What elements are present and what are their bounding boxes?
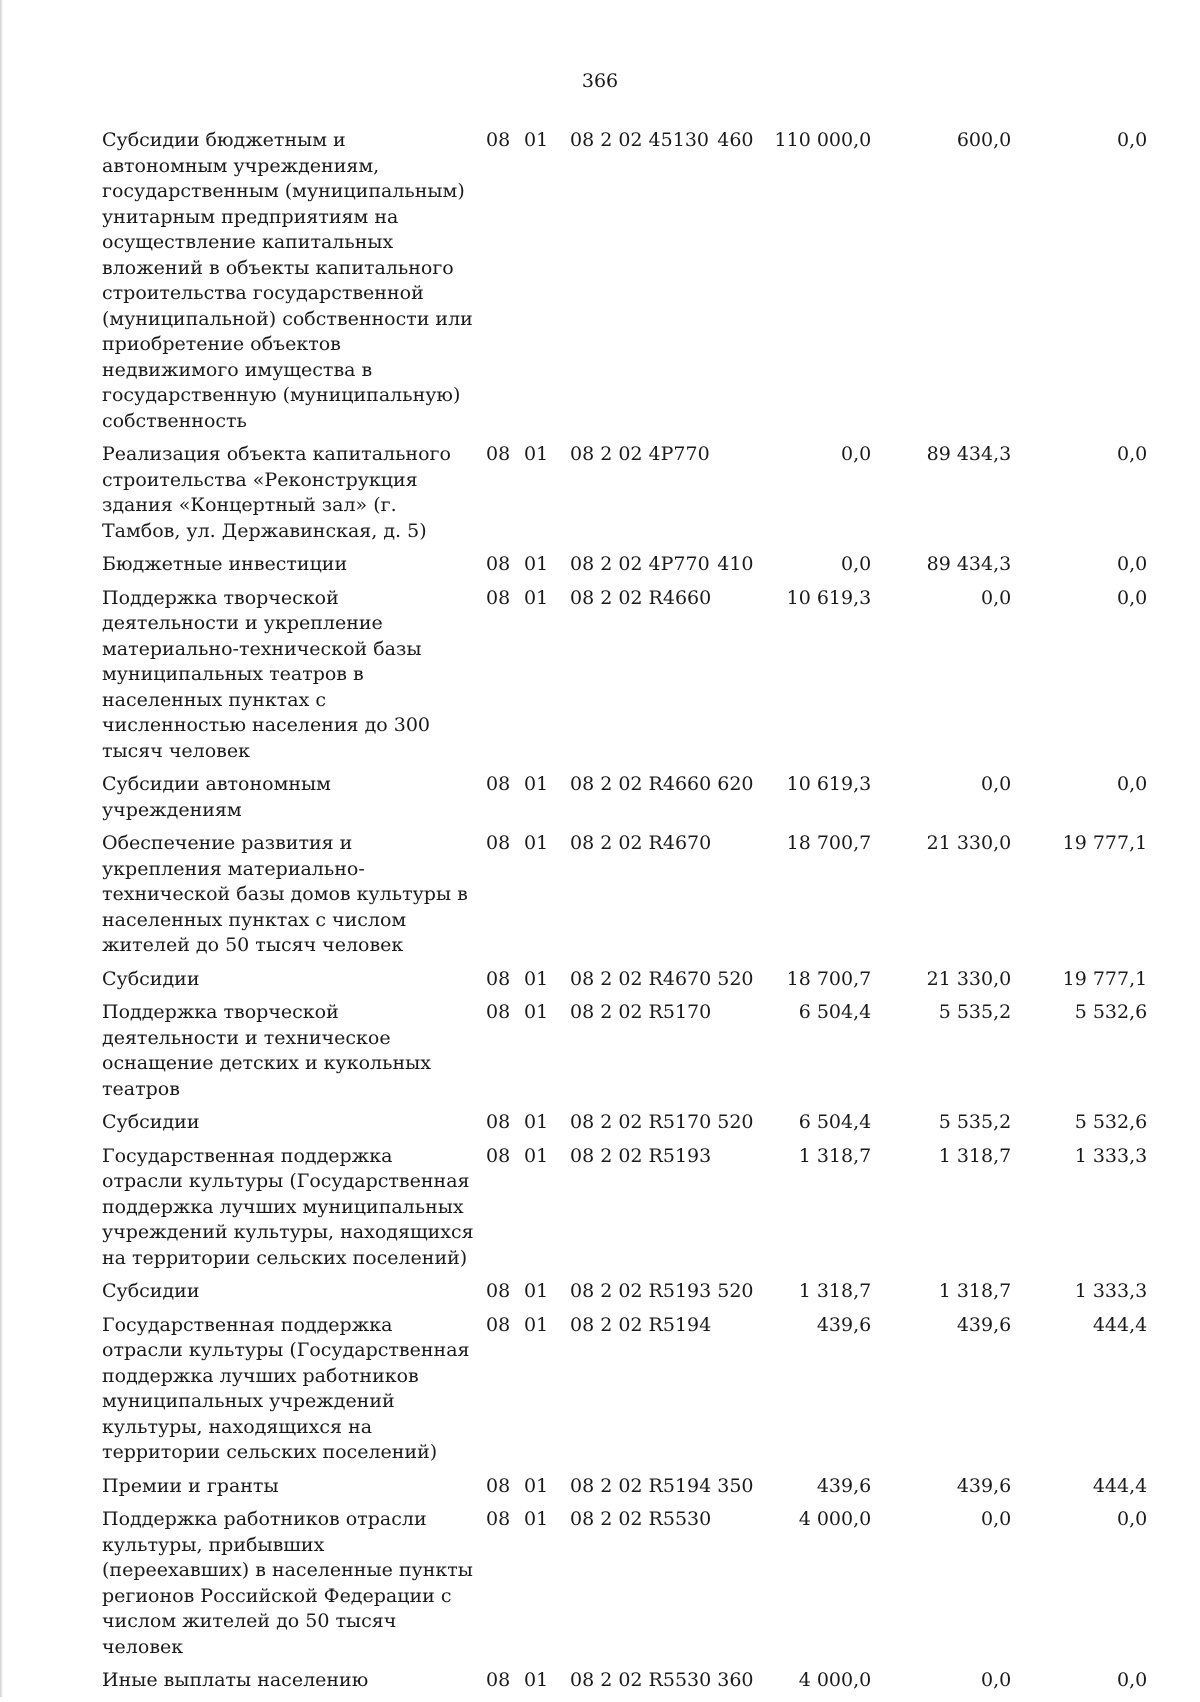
target-article-code: 08 2 02 R5530 <box>570 1669 712 1691</box>
target-article-code: 08 2 02 R5194 <box>570 1474 712 1497</box>
amount-year-1: 0,0 <box>841 443 872 465</box>
expense-type-code: 520 <box>717 1111 754 1133</box>
amount-year-3: 5 532,6 <box>1074 1111 1148 1133</box>
section-code: 08 <box>486 1111 511 1133</box>
target-article-code: 08 2 02 R4660 <box>570 586 712 609</box>
expense-type-code: 620 <box>717 773 754 795</box>
target-article-code: 08 2 02 R5193 <box>570 1144 712 1167</box>
row-name: Государственная поддержка отрасли культуры (Государственная поддержка лучших муниципальных учреждений культуры, находящихся на территории сельских поселений) <box>102 1144 474 1269</box>
subsection-code: 01 <box>524 586 549 609</box>
amount-year-1: 1 318,7 <box>798 1144 872 1167</box>
amount-year-3: 0,0 <box>1117 443 1148 465</box>
target-article-code: 08 2 02 4Р770 <box>570 443 710 465</box>
section-code: 08 <box>486 443 511 465</box>
section-code: 08 <box>486 832 511 854</box>
amount-year-3: 444,4 <box>1092 1474 1148 1497</box>
expense-type-code <box>711 1144 771 1280</box>
table-row <box>102 442 1147 552</box>
section-code: 08 <box>486 1001 511 1023</box>
amount-year-1: 6 504,4 <box>798 1111 872 1133</box>
target-article-code: 08 2 02 R5193 <box>570 1280 712 1302</box>
amount-year-3: 444,4 <box>1092 1313 1148 1336</box>
table-row <box>102 831 1147 967</box>
section-code: 08 <box>486 1144 511 1167</box>
section-code: 08 <box>486 1669 511 1691</box>
amount-year-2: 0,0 <box>981 1508 1012 1530</box>
page-number: 366 <box>581 70 619 92</box>
target-article-code: 08 2 02 R4670 <box>570 832 712 854</box>
amount-year-3: 0,0 <box>1117 1669 1148 1691</box>
row-name: Субсидии <box>102 967 200 990</box>
row-name: Поддержка творческой деятельности и техническое оснащение детских и кукольных театров <box>102 1001 431 1100</box>
amount-year-2: 1 318,7 <box>938 1144 1012 1167</box>
target-article-code: 08 2 02 R5194 <box>570 1313 712 1336</box>
amount-year-1: 110 000,0 <box>774 129 872 151</box>
expense-type-code <box>711 1507 771 1668</box>
row-name: Премии и гранты <box>102 1474 279 1497</box>
row-name: Субсидии <box>102 1280 200 1302</box>
amount-year-1: 6 504,4 <box>798 1001 872 1023</box>
table-body <box>102 128 1147 1702</box>
table-row <box>102 1110 1147 1144</box>
amount-year-2: 21 330,0 <box>926 967 1012 990</box>
table-row <box>102 552 1147 586</box>
subsection-code: 01 <box>524 129 549 151</box>
table-row <box>102 1279 1147 1313</box>
expense-type-code: 460 <box>717 129 754 151</box>
subsection-code: 01 <box>524 1001 549 1023</box>
section-code: 08 <box>486 586 511 609</box>
amount-year-1: 4 000,0 <box>798 1669 872 1691</box>
row-name: Субсидии бюджетным и автономным учреждениям, государственным (муниципальным) унитарным предприятиям на осуществление капитальных вложений в объекты капитального строительства государственной (муниципальной) собственности или приобретение объектов недвижимого имущества в государственную (муниципальную) собственность <box>102 129 473 432</box>
target-article-code: 08 2 02 R4660 <box>570 773 712 795</box>
subsection-code: 01 <box>524 1474 549 1497</box>
expense-type-code: 350 <box>717 1474 754 1497</box>
row-name: Государственная поддержка отрасли культуры (Государственная поддержка лучших работников муниципальных учреждений культуры, находящихся на территории сельских поселений) <box>102 1313 470 1463</box>
amount-year-1: 439,6 <box>816 1474 872 1497</box>
amount-year-1: 10 619,3 <box>786 773 872 795</box>
amount-year-2: 0,0 <box>981 773 1012 795</box>
amount-year-3: 0,0 <box>1117 586 1148 609</box>
expense-type-code: 520 <box>717 967 754 990</box>
section-code: 08 <box>486 1280 511 1302</box>
subsection-code: 01 <box>524 832 549 854</box>
amount-year-3: 1 333,3 <box>1074 1144 1148 1167</box>
amount-year-2: 600,0 <box>956 129 1012 151</box>
amount-year-3: 19 777,1 <box>1062 967 1148 990</box>
expense-type-code <box>711 1000 771 1110</box>
subsection-code: 01 <box>524 1144 549 1167</box>
amount-year-1: 18 700,7 <box>786 832 872 854</box>
amount-year-3: 0,0 <box>1117 773 1148 795</box>
table-row <box>102 1668 1147 1702</box>
row-name: Поддержка работников отрасли культуры, прибывших (переехавших) в населенные пункты регионов Российской Федерации с числом жителей до 50 тысяч человек <box>102 1508 473 1658</box>
scan-edge-shadow <box>0 0 3 1697</box>
target-article-code: 08 2 02 R4670 <box>570 967 712 990</box>
amount-year-3: 0,0 <box>1117 553 1148 575</box>
subsection-code: 01 <box>524 773 549 795</box>
amount-year-2: 89 434,3 <box>926 553 1012 575</box>
subsection-code: 01 <box>524 1111 549 1133</box>
target-article-code: 08 2 02 4Р770 <box>570 553 710 575</box>
amount-year-1: 18 700,7 <box>786 967 872 990</box>
row-name: Субсидии <box>102 1111 200 1133</box>
section-code: 08 <box>486 1508 511 1530</box>
section-code: 08 <box>486 1313 511 1336</box>
amount-year-2: 5 535,2 <box>938 1001 1012 1023</box>
expense-type-code <box>711 1313 771 1474</box>
amount-year-2: 439,6 <box>956 1313 1012 1336</box>
table-row <box>102 772 1147 831</box>
amount-year-2: 5 535,2 <box>938 1111 1012 1133</box>
section-code: 08 <box>486 967 511 990</box>
subsection-code: 01 <box>524 553 549 575</box>
row-name: Бюджетные инвестиции <box>102 553 348 575</box>
subsection-code: 01 <box>524 967 549 990</box>
expense-type-code <box>711 442 771 552</box>
expense-type-code: 410 <box>717 553 754 575</box>
target-article-code: 08 2 02 45130 <box>570 129 710 151</box>
amount-year-1: 439,6 <box>816 1313 872 1336</box>
table-row <box>102 1507 1147 1668</box>
expense-type-code <box>711 831 771 967</box>
amount-year-3: 5 532,6 <box>1074 1001 1148 1023</box>
table-row <box>102 586 1147 773</box>
table-row <box>102 1474 1147 1508</box>
amount-year-1: 1 318,7 <box>798 1280 872 1302</box>
section-code: 08 <box>486 773 511 795</box>
amount-year-1: 0,0 <box>841 553 872 575</box>
subsection-code: 01 <box>524 1313 549 1336</box>
table-row <box>102 128 1147 442</box>
amount-year-3: 0,0 <box>1117 1508 1148 1530</box>
table-row <box>102 967 1147 1001</box>
amount-year-3: 19 777,1 <box>1062 832 1148 854</box>
row-name: Поддержка творческой деятельности и укрепление материально-технической базы муниципальных театров в населенных пунктах с численностью населения до 300 тысяч человек <box>102 586 431 762</box>
subsection-code: 01 <box>524 1669 549 1691</box>
amount-year-2: 21 330,0 <box>926 832 1012 854</box>
table-row <box>102 1313 1147 1474</box>
amount-year-2: 439,6 <box>956 1474 1012 1497</box>
expense-type-code: 360 <box>717 1669 754 1691</box>
amount-year-3: 0,0 <box>1117 129 1148 151</box>
target-article-code: 08 2 02 R5170 <box>570 1001 712 1023</box>
subsection-code: 01 <box>524 1280 549 1302</box>
row-name: Обеспечение развития и укрепления материально-технической базы домов культуры в населенных пунктах с числом жителей до 50 тысяч человек <box>102 832 468 956</box>
row-name: Субсидии автономным учреждениям <box>102 773 331 821</box>
amount-year-3: 1 333,3 <box>1074 1280 1148 1302</box>
section-code: 08 <box>486 553 511 575</box>
row-name: Реализация объекта капитального строительства «Реконструкция здания «Концертный зал» (г. Тамбов, ул. Державинская, д. 5) <box>102 443 451 542</box>
target-article-code: 08 2 02 R5170 <box>570 1111 712 1133</box>
amount-year-1: 10 619,3 <box>786 586 872 609</box>
amount-year-2: 1 318,7 <box>938 1280 1012 1302</box>
expense-type-code: 520 <box>717 1280 754 1302</box>
table-row <box>102 1000 1147 1110</box>
target-article-code: 08 2 02 R5530 <box>570 1508 712 1530</box>
row-name: Иные выплаты населению <box>102 1669 369 1691</box>
budget-table <box>102 128 1147 1702</box>
subsection-code: 01 <box>524 443 549 465</box>
expense-type-code <box>711 586 771 773</box>
amount-year-1: 4 000,0 <box>798 1508 872 1530</box>
amount-year-2: 0,0 <box>981 586 1012 609</box>
section-code: 08 <box>486 129 511 151</box>
subsection-code: 01 <box>524 1508 549 1530</box>
table-row <box>102 1144 1147 1280</box>
amount-year-2: 89 434,3 <box>926 443 1012 465</box>
amount-year-2: 0,0 <box>981 1669 1012 1691</box>
section-code: 08 <box>486 1474 511 1497</box>
